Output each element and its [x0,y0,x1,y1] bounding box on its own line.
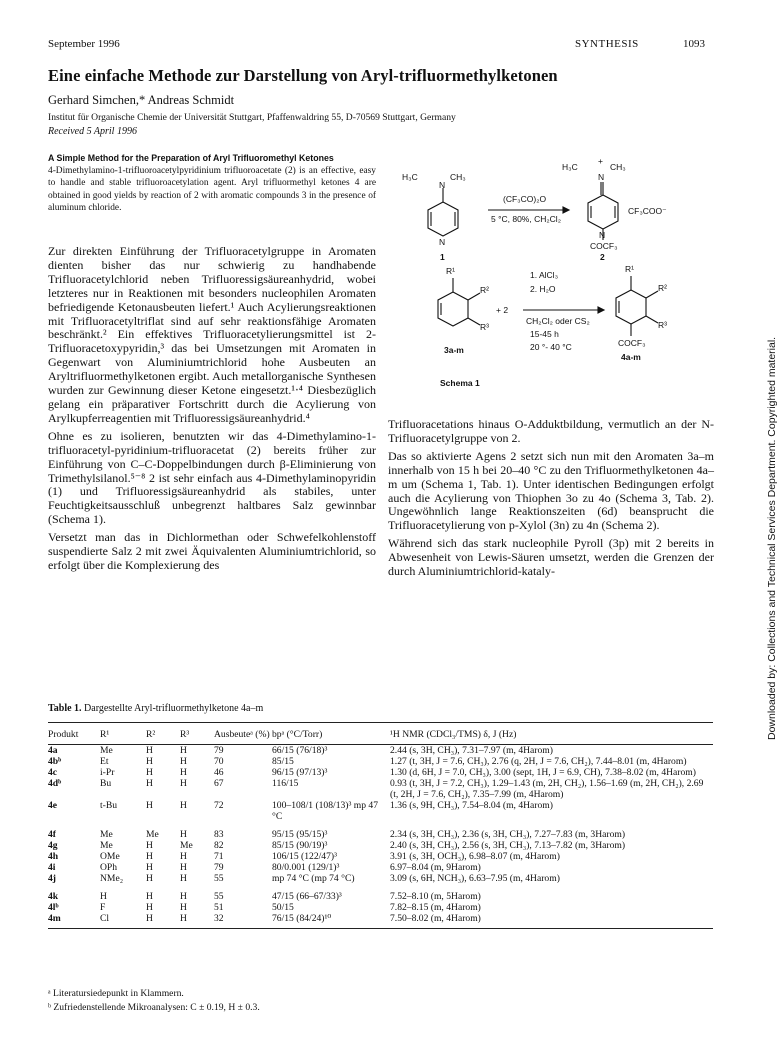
compound-label-1: 1 [440,252,445,262]
column-header: R² [146,723,180,745]
article-title: Eine einfache Methode zur Darstellung von Aryl-trifluormethylketonen [48,66,558,85]
table-caption [48,703,263,714]
compound-label-4: 4a-m [621,352,641,362]
table-cell: Bu [100,778,112,789]
table-cell: H [180,913,214,929]
paragraph: Trifluoracetations hinaus O-Adduktbildung, vermutlich an der N-Trifluoracetylgruppe von 2. [388,417,714,445]
table-cell: F [100,902,106,913]
table-cell: H [180,756,187,767]
table-cell: 2.44 (s, 3H, CH₃), 7.31–7.97 (m, 4Harom) [390,745,553,756]
table-cell: H [100,891,107,902]
table-cell: 51 [214,902,224,913]
ring-2 [588,195,618,229]
table-cell: H [146,862,153,873]
abstract-heading: A Simple Method for the Preparation of Aryl Trifluoromethyl Ketones [48,153,334,163]
download-notice-text: Downloaded by: Collections and Technical Services Department. Copyrighted material. [766,336,778,740]
table-row [48,756,713,767]
table-cell: H [180,862,187,873]
product-cell: 4lᵇ [48,902,59,913]
received-date: Received 5 April 1996 [48,126,137,137]
column-header: R³ [180,723,214,745]
methyl-label: H₃C [402,172,418,182]
results-table [48,722,713,929]
table-cell: 80/0.001 (129/1)³ [272,862,340,873]
table-cell: H [180,902,187,913]
table-cell: 50/15 [272,902,294,913]
condition-temperature: 20 °- 40 °C [530,342,572,352]
table-cell: 67 [214,778,224,789]
download-notice [752,300,776,740]
product-cell: 4c [48,767,58,778]
table-cell: 47/15 (66–67/33)³ [272,891,342,902]
table-row [48,840,713,851]
product-cell: 4j [48,873,56,884]
substituent-r2: R² [658,283,667,293]
table-cell: H [146,891,153,902]
table-cell: 82 [214,840,224,851]
charge-sign: + [598,156,603,166]
ring-1 [428,202,458,236]
table-caption-label: Table 1. [48,703,82,714]
condition-solvent: CH₂Cl₂ oder CS₂ [526,316,590,326]
table-cell: 2.40 (s, 3H, CH₃), 2.56 (s, 3H, CH₃), 7.13–7.82 (m, 3Harom) [390,840,626,851]
table-cell: Me [100,840,113,851]
table-row [48,851,713,862]
table-cell: 0.93 (t, 3H, J = 7.2, CH₃), 1.29–1.43 (m, 2H, CH₂), 1.56–1.69 (m, 2H, CH₂), 2.69 (t, 2H, J = 7.6, CH₂), 7.35–7.99 (m, 4Harom) [390,778,704,800]
table-cell: H [180,829,187,840]
table-cell: OPh [100,862,118,873]
reagent-label: (CF₃CO)₂O [503,194,547,204]
abstract-text: 4-Dimethylamino-1-trifluoroacetylpyridinium trifluoroacetate (2) is an effective, easy to handle and stable trifluoroacetylation agent. Aryl trifluormethyl ketones 4 are obtained in good yields by reaction of 2 with aromatic compounds 3 in the presence of aluminum chloride. [48,165,376,213]
ring-3 [438,292,468,326]
table-row [48,822,713,840]
abstract [48,152,376,215]
table-cell: H [146,778,153,789]
table-cell: Me [100,829,113,840]
table-cell: H [146,873,153,884]
table-cell: H [146,851,153,862]
table-cell: H [146,913,180,929]
table-cell: OMe [100,851,120,862]
table-caption-text: Dargestellte Aryl-trifluormethylketone 4a–m [81,703,264,714]
table-cell: 106/15 (122/47)³ [272,851,337,862]
table-cell: 1.27 (t, 3H, J = 7.6, CH₃), 2.76 (q, 2H, J = 7.6, CH₂), 7.44–8.01 (m, 4Harom) [390,756,687,767]
substituent-r1: R¹ [446,266,455,276]
substituent-r2: R² [480,285,489,295]
product-cell: 4f [48,829,56,840]
condition-step: 2. H₂O [530,284,556,294]
table-cell: H [180,891,187,902]
methyl-label: CH₃ [610,162,626,172]
table-cell: 32 [214,913,272,929]
journal-name: SYNTHESIS [575,38,639,50]
table-cell: 79 [214,745,224,756]
ring-nitrogen: N [439,237,446,247]
condition-step: 1. AlCl₃ [530,270,559,280]
condition-time: 15-45 h [530,329,559,339]
amine-nitrogen: N [439,180,446,190]
table-cell: Me [100,745,113,756]
table-cell: H [146,902,153,913]
table-cell: Cl [100,913,146,929]
paragraph: Ohne es zu isolieren, benutzten wir das 4-Dimethylamino-1-trifluoracetyl-pyridinium-trifluoracetat (2) bereits früher zur Einführung von C–C-Doppelbindungen durch β-Eliminierung von Trimethylsilanol.⁵⁻⁸ 2 ist sehr einfach aus 4-Dimethylaminopyridin (1) und Trifluoressigsäureanhydrid als stabiles, unter Feuchtigkeitsausschluß unbegrenzt haltbares Salz gewinnbar (Schema 1). [48,428,376,527]
product-cell: 4g [48,840,58,851]
substituent-r1: R¹ [625,264,634,274]
trifluoroacetyl-group: COCF₃ [590,241,618,251]
methyl-label: H₃C [562,162,578,172]
table-cell: 66/15 (76/18)³ [272,745,328,756]
table-cell: H [180,778,187,789]
table-row [48,902,713,913]
scheme-caption: Schema 1 [440,378,480,388]
table-cell: H [146,800,153,811]
table-row [48,800,713,822]
table-cell: t-Bu [100,800,118,811]
table-cell: i-Pr [100,767,115,778]
ring-4 [616,290,646,324]
product-cell: 4h [48,851,59,862]
product-cell: 4m [48,913,100,929]
paragraph: Zur direkten Einführung der Trifluoracetylgruppe in Aromaten dienten bisher das nur schwierig zu handhabende Trifluoracetylchlorid neben Trifluoressigsäureanhydrid, wobei letzteres nur in Reaktionen mit besonders nucleophilen Aromaten befriedigende Ketonausbeuten liefert.¹ Auch Acylierungsreaktionen mit Trifluoracetyltriflat sind auf sehr reaktionsfähige Aromaten beschränkt.² Ein effektives Trifluoracetylierungsmittel ist 2-Trifluoracetoxypyridin,³ das bei Umsetzungen mit Aromaten in Gegenwart von Aluminiumtrichlorid hohe Ausbeuten an Aryltrifluormethylketonen ergibt. Auch metallorganische Synthesen wurden zur Gewinnung dieser Ketone eingesetzt.¹‧⁴ Diesbezüglich gelang ein präparativer Fortschritt durch die Acylierung von Arylkupferreagentien mit Trifluoressigsäureanhydrid.⁴ [48,244,376,425]
table-cell: H [180,745,187,756]
table-cell: H [180,873,187,884]
table-cell: Me [180,840,193,851]
table-row [48,884,713,902]
table-cell: H [146,756,153,767]
iminium-nitrogen: N [598,172,605,182]
table-cell: 72 [214,800,224,811]
counterion: CF₃COO⁻ [628,206,667,216]
reaction-conditions: 5 °C, 80%, CH₂Cl₂ [491,214,561,224]
methyl-label: CH₃ [450,172,466,182]
substituent-r3: R³ [480,322,489,332]
table-row [48,745,713,757]
product-cell: 4dᵇ [48,778,62,789]
column-header: Ausbeuteᵃ (%) [214,723,272,745]
column-header: bpᵃ (°C/Torr) [272,723,390,745]
column-header: ¹H NMR (CDCl₃/TMS) δ, J (Hz) [390,723,713,745]
table-cell: 46 [214,767,224,778]
table-cell: NMe₂ [100,873,124,884]
table-cell: 85/15 (90/19)³ [272,840,328,851]
product-cell: 4k [48,891,59,902]
table-cell: 1.36 (s, 9H, CH₃), 7.54–8.04 (m, 4Harom) [390,800,553,811]
table-cell: H [146,745,153,756]
body-column-right [388,418,714,583]
table-row [48,913,713,929]
table-row [48,873,713,884]
substituent-r3: R³ [658,320,667,330]
table-row [48,778,713,800]
table-cell: 116/15 [272,778,299,789]
table-cell: H [180,851,187,862]
table-cell: 70 [214,756,224,767]
reaction-scheme [388,150,714,400]
reagent-equivalent: + 2 [496,305,509,315]
table-cell: 85/15 [272,756,294,767]
table-cell: 71 [214,851,224,862]
table-cell: 76/15 (84/24)¹⁰ [272,913,390,929]
table-cell: 6.97–8.04 (m, 9Harom) [390,862,481,873]
table-cell: 96/15 (97/13)³ [272,767,328,778]
table-cell: 55 [214,873,224,884]
footnote-a: ᵃ Literatursiedepunkt in Klammern. [48,988,184,999]
column-header: R¹ [100,723,146,745]
table-cell: 3.91 (s, 3H, OCH₃), 6.98–8.07 (m, 4Harom) [390,851,560,862]
table-cell: Me [146,829,159,840]
table-cell: 79 [214,862,224,873]
table-header-row [48,723,713,745]
table-cell: H [180,767,187,778]
table-row [48,862,713,873]
table-cell: 95/15 (95/15)³ [272,829,328,840]
table-cell: 100–108/1 (108/13)³ mp 47 °C [272,800,379,822]
table-cell: 7.52–8.10 (m, 5Harom) [390,891,481,902]
compound-label-3: 3a-m [444,345,464,355]
table-row [48,767,713,778]
page-number: 1093 [683,38,705,50]
trifluoroacetyl-group: COCF₃ [618,338,646,348]
paragraph: Versetzt man das in Dichlormethan oder Schwefelkohlenstoff suspendierte Salz 2 mit zwei Äquivalenten Aluminiumtrichlorid, so erfolgt über die Komplexierung des [48,530,376,572]
product-cell: 4i [48,862,56,873]
running-date: September 1996 [48,38,120,50]
compound-label-2: 2 [600,252,605,262]
footnote-b: ᵇ Zufriedenstellende Mikroanalysen: C ± 0.19, H ± 0.3. [48,1002,260,1013]
table-cell: 55 [214,891,224,902]
table-cell: 3.09 (s, 6H, NCH₃), 6.63–7.95 (m, 4Harom) [390,873,560,884]
table-cell: H [180,800,187,811]
table-cell: 83 [214,829,224,840]
column-header: Produkt [48,723,100,745]
table-cell: 1.30 (d, 6H, J = 7.0, CH₃), 3.00 (sept, 1H, J = 6.9, CH), 7.38–8.02 (m, 4Harom) [390,767,696,778]
table-cell: H [146,767,153,778]
product-cell: 4bᵇ [48,756,62,767]
scheme-drawing [388,150,714,400]
paragraph: Während sich das stark nucleophile Pyroll (3p) mit 2 bereits in Abwesenheit von Lewis-Säuren umsetzt, werden die Grenzen der durch Aluminiumtrichlorid-kataly- [388,536,714,579]
table-cell: 7.82–8.15 (m, 4Harom) [390,902,481,913]
authors: Gerhard Simchen,* Andreas Schmidt [48,93,235,107]
table-cell: 7.50–8.02 (m, 4Harom) [390,913,713,929]
table-cell: H [146,840,153,851]
table-cell: Et [100,756,109,767]
paragraph: Das so aktivierte Agens 2 setzt sich nun mit den Aromaten 3a–m innerhalb von 15 h bei 20–40 °C zu den Trifluormethylketonen 4a–m um (Schema 1, Tab. 1). Unter identischen Bedingungen erfolgt auch die Acylierung von Thiophen 3o zu 4o (Schema 3, Tab. 2). Ungewöhnlich lange Reaktionszeiten (6d) beansprucht die Trifluoracetylierung von p-Xylol (3n) zu 4n (Schema 2). [388,448,714,533]
product-cell: 4a [48,745,58,756]
body-column-left [48,245,376,577]
ring-nitrogen: N [599,230,606,240]
table-cell: mp 74 °C (mp 74 °C) [272,873,355,884]
institution: Institut für Organische Chemie der Universität Stuttgart, Pfaffenwaldring 55, D-70569 Stuttgart, Germany [48,112,456,123]
table-cell: 2.34 (s, 3H, CH₃), 2.36 (s, 3H, CH₃), 7.27–7.83 (m, 3Harom) [390,829,626,840]
product-cell: 4e [48,800,58,811]
